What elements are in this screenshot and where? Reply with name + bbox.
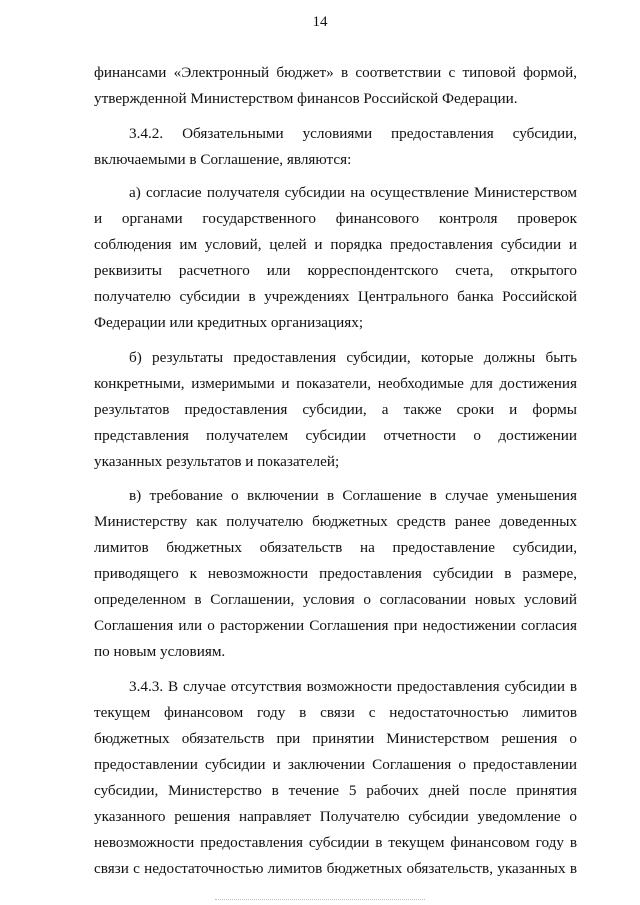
page-number: 14: [312, 14, 328, 30]
paragraph-3-4-2: 3.4.2. Обязательными условиями предоставления субсидии, включаемыми в Соглашение, являются:: [94, 125, 577, 168]
paragraph-3-4-3: 3.4.3. В случае отсутствия возможности предоставления субсидии в текущем финансовом году в связи с недостаточностью лимитов бюджетных обязательств при принятии Министерством решения о предоставлении субсидии и заключении Соглашения о предоставлении субсидии, Министерство в течение 5 рабочих дней после принятия указанного решения направляет Получателю субсидии уведомление о невозможности предоставления субсидии в текущем финансовом году в связи с недостаточностью лимитов бюджетных обязательств, указанных в: [94, 678, 577, 877]
scan-edge-mark: [215, 899, 425, 901]
paragraph-item-b: б) результаты предоставления субсидии, которые должны быть конкретными, измеримыми и показатели, необходимые для достижения результатов предоставления субсидии, а также сроки и формы представления получателем субсидии отчетности о достижении указанных результатов и показателей;: [94, 349, 577, 470]
paragraph-item-a: а) согласие получателя субсидии на осуществление Министерством и органами государственного финансового контроля проверок соблюдения им условий, целей и порядка предоставления субсидии и реквизиты расчетного или корреспондентского счета, открытого получателю субсидии в учреждениях Центрального банка Российской Федерации или кредитных организациях;: [94, 184, 577, 331]
paragraph-item-v: в) требование о включении в Соглашение в случае уменьшения Министерству как получателю бюджетных средств ранее доведенных лимитов бюджетных обязательств на предоставление субсидии, приводящего к невозможности предоставления субсидии в размере, определенном в Соглашении, условия о согласовании новых условий Соглашения или о расторжении Соглашения при недостижении согласия по новым условиям.: [94, 487, 577, 660]
paragraph-continuation: финансами «Электронный бюджет» в соответствии с типовой формой, утвержденной Министерством финансов Российской Федерации.: [94, 64, 577, 107]
document-body: [94, 60, 577, 882]
